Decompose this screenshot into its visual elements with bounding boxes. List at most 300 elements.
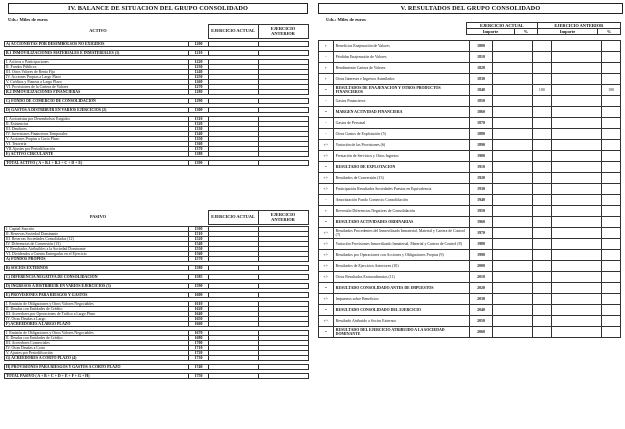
row-code: 1860 — [469, 107, 492, 118]
value-anterior-pct — [602, 173, 621, 184]
row-code: 1280 — [189, 90, 209, 95]
value-anterior-pct — [602, 195, 621, 206]
value-anterior-importe — [551, 129, 601, 140]
value-anterior — [259, 374, 309, 379]
value-anterior-importe — [551, 162, 601, 173]
row-label: VII.Ajustes por Periodificación — [5, 147, 189, 152]
value-anterior-pct: 100 — [602, 85, 621, 96]
row-label: IV. Otras Deudas a Corto — [5, 346, 189, 351]
value-actual-pct — [532, 217, 551, 228]
value-actual-pct — [532, 184, 551, 195]
row-sign: +/- — [319, 316, 334, 327]
row-code: 1500 — [189, 227, 209, 232]
results-row — [319, 96, 621, 107]
value-anterior-pct — [602, 74, 621, 85]
results-row — [319, 261, 621, 272]
row-sign: +/- — [319, 140, 334, 151]
results-row — [319, 118, 621, 129]
row-code: 1610 — [189, 302, 209, 307]
results-row — [319, 129, 621, 140]
row-label: D) GASTOS A DISTRIBUIR EN VARIOS EJERCICIOS (2) — [5, 108, 189, 113]
row-sign: = — [319, 283, 334, 294]
row-sign: +/- — [319, 250, 334, 261]
value-anterior — [259, 161, 309, 166]
value-actual-pct — [532, 41, 551, 52]
row-code: 1900 — [469, 151, 492, 162]
row-label: Resultados por Operaciones con Acciones y Obligaciones Propias (9) — [333, 250, 469, 261]
value-actual-importe — [493, 96, 533, 107]
row-label: F) ACREEDORES A LARGO PLAZO — [5, 322, 189, 327]
row-code: 2030 — [469, 294, 492, 305]
row-label: TOTAL ACTIVO ( A + B.1 + B.2 + C + D + E) — [5, 161, 189, 166]
value-anterior-importe — [551, 118, 601, 129]
pasivo-heading: PASIVO — [89, 214, 107, 220]
value-actual-pct — [532, 272, 551, 283]
row-label: VI. Tesorería — [5, 142, 189, 147]
value-anterior-importe — [551, 206, 601, 217]
value-actual-pct — [532, 195, 551, 206]
row-sign: + — [319, 206, 334, 217]
balance-row — [5, 161, 309, 166]
value-anterior-pct — [602, 52, 621, 63]
results-row — [319, 107, 621, 118]
value-actual-importe — [493, 316, 533, 327]
row-code: 1350 — [189, 137, 209, 142]
results-row — [319, 85, 621, 96]
row-code: 1850 — [469, 96, 492, 107]
row-label: RESULTADOS DE ENAJENACION Y OTROS PRODUCTOS FINANCIEROS — [333, 85, 469, 96]
value-anterior-pct — [602, 316, 621, 327]
results-row — [319, 184, 621, 195]
row-label: Reversión Diferencias Negativas de Consolidación — [333, 206, 469, 217]
row-label: VI. Provisiones de la Cartera de Valores — [5, 85, 189, 90]
row-label: I. Activos o Participaciones — [5, 60, 189, 65]
row-code: 1380 — [189, 152, 209, 157]
row-label: Participación Resultados Sociedades Puestas en Equivalencia — [333, 184, 469, 195]
balance-title: IV. BALANCE DE SITUACION DEL GRUPO CONSOLIDADO — [8, 3, 308, 14]
row-label: Amortización Fondo Comercio Consolidación — [333, 195, 469, 206]
row-code: 1640 — [189, 312, 209, 317]
value-actual-pct — [532, 96, 551, 107]
row-label: RESULTADO CONSOLIDADO ANTES DE IMPUESTOS — [333, 283, 469, 294]
row-label: III. Acreedores por Operaciones de Tráfico a Largo Plazo — [5, 312, 189, 317]
row-code: 1990 — [469, 250, 492, 261]
results-row — [319, 283, 621, 294]
value-anterior-pct — [602, 41, 621, 52]
row-label: Variación de las Provisiones (6) — [333, 140, 469, 151]
value-anterior-importe — [551, 228, 601, 239]
value-actual-pct — [532, 118, 551, 129]
value-anterior-importe — [551, 173, 601, 184]
row-code: 1750 — [189, 374, 209, 379]
row-code: 1880 — [469, 129, 492, 140]
value-actual-pct — [532, 294, 551, 305]
row-code: 1910 — [469, 162, 492, 173]
row-code: 1200 — [189, 42, 209, 47]
row-sign: - — [319, 118, 334, 129]
value-anterior-pct — [602, 305, 621, 316]
row-code: 2010 — [469, 272, 492, 283]
value-actual-pct: 100 — [532, 85, 551, 96]
row-code: 1210 — [189, 51, 209, 56]
row-label: B.2 INMOVILIZACIONES FINANCIERAS — [5, 90, 189, 95]
value-actual — [209, 161, 259, 166]
row-sign: +/- — [319, 239, 334, 250]
row-sign: - — [319, 52, 334, 63]
results-row — [319, 41, 621, 52]
value-actual-pct — [532, 239, 551, 250]
row-code: 1590 — [189, 284, 209, 289]
value-actual-importe — [493, 151, 533, 162]
row-label: Resultados Procedentes del Inmovilizado Inmaterial, Material y Cartera de Control (7) — [333, 228, 469, 239]
row-label: III. Deudores — [5, 127, 189, 132]
row-label: I. Accionistas por Desembolsos Exigidos — [5, 117, 189, 122]
value-anterior-pct — [602, 63, 621, 74]
value-actual-importe — [493, 327, 533, 338]
row-code: 1720 — [189, 351, 209, 356]
results-row — [319, 272, 621, 283]
row-code: 2000 — [469, 261, 492, 272]
value-actual-importe — [493, 74, 533, 85]
row-sign: + — [319, 74, 334, 85]
row-code: 1870 — [469, 118, 492, 129]
value-anterior-pct — [602, 250, 621, 261]
row-label: Resultados de Ejercicios Anteriores (10) — [333, 261, 469, 272]
row-code: 2020 — [469, 283, 492, 294]
row-label: Pérdidas Enajenación de Valores — [333, 52, 469, 63]
row-label: V. Resultados Atribuibles a la Sociedad Dominante — [5, 247, 189, 252]
value-actual-importe — [493, 217, 533, 228]
value-actual-importe — [493, 129, 533, 140]
activo-table — [4, 41, 309, 166]
value-anterior-importe — [551, 217, 601, 228]
results-col-anterior: EJERCICIO ANTERIOR — [537, 23, 620, 29]
row-sign: = — [319, 162, 334, 173]
value-anterior-pct — [602, 283, 621, 294]
row-code: 1920 — [469, 173, 492, 184]
row-code: 1960 — [469, 217, 492, 228]
row-code: 1950 — [469, 206, 492, 217]
value-actual-pct — [532, 140, 551, 151]
row-code: 1250 — [189, 75, 209, 80]
value-actual-importe — [493, 195, 533, 206]
row-label: II. Deudas con Entidades de Crédito — [5, 307, 189, 312]
results-row — [319, 173, 621, 184]
row-code: 1600 — [189, 293, 209, 298]
results-sub-pct-1: % — [514, 29, 537, 35]
row-label: Variación Provisiones Inmovilizado Inmaterial, Material y Cartera de Control (8) — [333, 239, 469, 250]
row-code: 1230 — [189, 65, 209, 70]
value-actual-importe — [493, 283, 533, 294]
value-actual-importe — [493, 162, 533, 173]
row-code: 1300 — [189, 108, 209, 113]
value-actual-importe — [493, 261, 533, 272]
row-label: B) SOCIOS EXTERNOS — [5, 266, 189, 271]
row-code: 1520 — [189, 237, 209, 242]
results-sub-pct-2: % — [598, 29, 621, 35]
results-sub-importe-1: Importe — [467, 29, 515, 35]
row-code: 1830 — [469, 74, 492, 85]
results-row — [319, 140, 621, 151]
results-row — [319, 52, 621, 63]
value-anterior-pct — [602, 327, 621, 338]
value-anterior-importe — [551, 140, 601, 151]
results-row — [319, 217, 621, 228]
row-code: 1340 — [189, 132, 209, 137]
value-actual-pct — [532, 52, 551, 63]
value-actual-pct — [532, 327, 551, 338]
value-actual-importe — [493, 118, 533, 129]
results-row — [319, 239, 621, 250]
row-label: Prestación de Servicios y Otros Ingresos — [333, 151, 469, 162]
row-label: Beneficios Enajenación de Valores — [333, 41, 469, 52]
row-label: I. Emisión de Obligaciones y Otros Valores Negociables — [5, 302, 189, 307]
row-sign: +/- — [319, 228, 334, 239]
activo-col-anterior: EJERCICIO ANTERIOR — [258, 25, 308, 39]
row-label: Gastos Financieros — [333, 96, 469, 107]
row-code: 1290 — [189, 99, 209, 104]
value-actual-pct — [532, 283, 551, 294]
results-sub-importe-2: Importe — [537, 29, 598, 35]
row-sign: +/- — [319, 151, 334, 162]
results-row — [319, 316, 621, 327]
activo-header — [8, 24, 309, 39]
pasivo-header — [8, 210, 309, 225]
value-actual-importe — [493, 294, 533, 305]
value-anterior-pct — [602, 118, 621, 129]
results-row — [319, 195, 621, 206]
pasivo-col-actual: EJERCICIO ACTUAL — [208, 211, 258, 225]
value-actual-importe — [493, 85, 533, 96]
row-sign: + — [319, 63, 334, 74]
results-row — [319, 206, 621, 217]
row-code: 2040 — [469, 305, 492, 316]
value-anterior-importe — [551, 63, 601, 74]
row-label: A) ACCIONISTAS POR DESEMBOLSOS NO EXIGIDOS — [5, 42, 189, 47]
value-actual-pct — [532, 107, 551, 118]
results-row — [319, 74, 621, 85]
row-code: 1980 — [469, 239, 492, 250]
row-label: II. Reservas Sociedad Dominante — [5, 232, 189, 237]
row-sign: - — [319, 129, 334, 140]
results-sheet — [316, 0, 625, 429]
results-col-actual: EJERCICIO ACTUAL — [467, 23, 538, 29]
value-anterior-importe — [551, 272, 601, 283]
row-label: G) ACREEDORES A CORTO PLAZO (4) — [5, 356, 189, 361]
value-anterior-importe — [551, 294, 601, 305]
results-row — [319, 327, 621, 338]
row-code: 1710 — [189, 346, 209, 351]
row-sign: = — [319, 107, 334, 118]
value-actual-importe — [493, 140, 533, 151]
results-title: V. RESULTADOS DEL GRUPO CONSOLIDADO — [318, 3, 623, 14]
row-code: 1310 — [189, 117, 209, 122]
row-label: III. Reservas Sociedades Consolidadas (12) — [5, 237, 189, 242]
row-code: 1570 — [189, 257, 209, 262]
row-code: 1650 — [189, 317, 209, 322]
row-sign: +/- — [319, 294, 334, 305]
row-label: II. Deudas con Entidades de Crédito — [5, 336, 189, 341]
row-label: IV. Diferencias de Conversión (13) — [5, 242, 189, 247]
row-code: 1580 — [189, 266, 209, 271]
row-code: 1360 — [189, 142, 209, 147]
row-code: 2050 — [469, 316, 492, 327]
row-label: C) FONDO DE COMERCIO DE CONSOLIDACION — [5, 99, 189, 104]
value-actual-importe — [493, 250, 533, 261]
balance-sheet — [0, 0, 312, 429]
row-code: 1700 — [189, 341, 209, 346]
value-anterior-importe — [551, 239, 601, 250]
pasivo-table — [4, 226, 309, 379]
row-code: 1270 — [189, 85, 209, 90]
value-anterior-importe — [551, 261, 601, 272]
row-label: III. Acreedores Comerciales — [5, 341, 189, 346]
value-anterior-pct — [602, 129, 621, 140]
value-anterior-importe — [551, 107, 601, 118]
row-label: RESULTADO ACTIVIDADES ORDINARIAS — [333, 217, 469, 228]
row-sign: = — [319, 305, 334, 316]
row-code: 1390 — [189, 161, 209, 166]
row-label: V. Ajustes por Periodificación — [5, 351, 189, 356]
row-label: RESULTADO CONSOLIDADO DEL EJERCICIO — [333, 305, 469, 316]
value-actual-importe — [493, 184, 533, 195]
results-row — [319, 162, 621, 173]
row-sign: - — [319, 195, 334, 206]
row-sign: +/- — [319, 184, 334, 195]
value-actual-importe — [493, 239, 533, 250]
row-code: 1510 — [189, 232, 209, 237]
value-actual-pct — [532, 173, 551, 184]
row-code: 1370 — [189, 147, 209, 152]
results-row — [319, 250, 621, 261]
value-actual-importe — [493, 107, 533, 118]
value-actual-pct — [532, 151, 551, 162]
pasivo-col-anterior: EJERCICIO ANTERIOR — [258, 211, 308, 225]
value-actual-importe — [493, 41, 533, 52]
value-anterior-pct — [602, 96, 621, 107]
row-code: 1740 — [189, 365, 209, 370]
value-anterior-pct — [602, 217, 621, 228]
row-label: Otros Resultados Extraordinarios (11) — [333, 272, 469, 283]
value-actual-pct — [532, 162, 551, 173]
row-label: A) FONDOS PROPIOS — [5, 257, 189, 262]
value-anterior-importe — [551, 184, 601, 195]
row-sign: +/- — [319, 261, 334, 272]
row-label: III. Otros Valores de Renta Fija — [5, 70, 189, 75]
row-label: TOTAL PASIVO ( A + B + C + D + E + F + G + H) — [5, 374, 189, 379]
row-label: Otros Intereses e Ingresos Asimilados — [333, 74, 469, 85]
value-actual-pct — [532, 63, 551, 74]
row-sign: +/- — [319, 173, 334, 184]
row-label: MARGEN ACTIVIDAD FINANCIERA — [333, 107, 469, 118]
activo-heading: ACTIVO — [89, 28, 107, 34]
value-anterior-importe — [551, 96, 601, 107]
row-label: E) PROVISIONES PARA RIESGOS Y GASTOS — [5, 293, 189, 298]
row-label: V. Créditos y Fianzas a Largo Plazo — [5, 80, 189, 85]
row-label: RESULTADO DE EXPLOTACION — [333, 162, 469, 173]
value-anterior-pct — [602, 206, 621, 217]
results-row — [319, 151, 621, 162]
row-code: 1220 — [189, 60, 209, 65]
results-table — [318, 40, 621, 338]
row-label: IV. Inversiones Financieras Temporales — [5, 132, 189, 137]
row-code: 1820 — [469, 63, 492, 74]
row-sign: = — [319, 217, 334, 228]
row-code: 1560 — [189, 252, 209, 257]
value-anterior-pct — [602, 162, 621, 173]
results-row — [319, 305, 621, 316]
value-anterior-pct — [602, 107, 621, 118]
row-label: Impuestos sobre Beneficios — [333, 294, 469, 305]
results-units: Uds.: Miles de euros — [326, 17, 366, 22]
activo-col-actual: EJERCICIO ACTUAL — [208, 25, 258, 39]
row-code: 1940 — [469, 195, 492, 206]
row-code: 1540 — [189, 242, 209, 247]
row-code: 1240 — [189, 70, 209, 75]
row-sign: = — [319, 327, 334, 338]
row-label: Otros Gastos de Explotación (5) — [333, 129, 469, 140]
row-label: B.1 INMOVILIZACIONES MATERIALES E INMATERIALES (1) — [5, 51, 189, 56]
value-actual-pct — [532, 305, 551, 316]
value-anterior-pct — [602, 261, 621, 272]
row-code: 1890 — [469, 140, 492, 151]
results-row — [319, 294, 621, 305]
row-code: 1330 — [189, 127, 209, 132]
row-sign: - — [319, 96, 334, 107]
row-code: 1970 — [469, 228, 492, 239]
row-sign: + — [319, 41, 334, 52]
row-label: V. Acciones Propias a Corto Plazo — [5, 137, 189, 142]
value-anterior-importe — [551, 151, 601, 162]
row-label: C) DIFERENCIA NEGATIVA DE CONSOLIDACION — [5, 275, 189, 280]
value-anterior-importe — [551, 316, 601, 327]
value-actual-importe — [493, 228, 533, 239]
value-actual-pct — [532, 250, 551, 261]
value-actual-importe — [493, 63, 533, 74]
row-label: Rendimiento Cartera de Valores — [333, 63, 469, 74]
results-row — [319, 228, 621, 239]
row-label: Resultado Atribuido a Socios Externos — [333, 316, 469, 327]
row-code: 1670 — [189, 331, 209, 336]
row-sign: +/- — [319, 272, 334, 283]
balance-row — [5, 374, 309, 379]
value-actual-pct — [532, 206, 551, 217]
row-code: 1840 — [469, 85, 492, 96]
value-anterior-importe — [551, 52, 601, 63]
row-code: 1320 — [189, 122, 209, 127]
value-anterior-importe — [551, 74, 601, 85]
value-anterior-pct — [602, 184, 621, 195]
row-code: 1800 — [469, 41, 492, 52]
value-anterior-importe — [551, 85, 601, 96]
value-actual-importe — [493, 206, 533, 217]
value-anterior-pct — [602, 272, 621, 283]
value-actual-importe — [493, 173, 533, 184]
value-anterior-importe — [551, 195, 601, 206]
value-actual-importe — [493, 52, 533, 63]
row-code: 1660 — [189, 322, 209, 327]
row-code: 1680 — [189, 336, 209, 341]
row-code: 2060 — [469, 327, 492, 338]
value-actual-pct — [532, 316, 551, 327]
value-anterior-importe — [551, 250, 601, 261]
row-sign: = — [319, 85, 334, 96]
row-label: IV. Acciones Propias a Largo Plazo — [5, 75, 189, 80]
row-code: 1730 — [189, 356, 209, 361]
value-actual-pct — [532, 74, 551, 85]
row-label: RESULTADO DEL EJERCICIO ATRIBUIDO A LA SOCIEDAD DOMINANTE — [333, 327, 469, 338]
value-anterior-importe — [551, 41, 601, 52]
